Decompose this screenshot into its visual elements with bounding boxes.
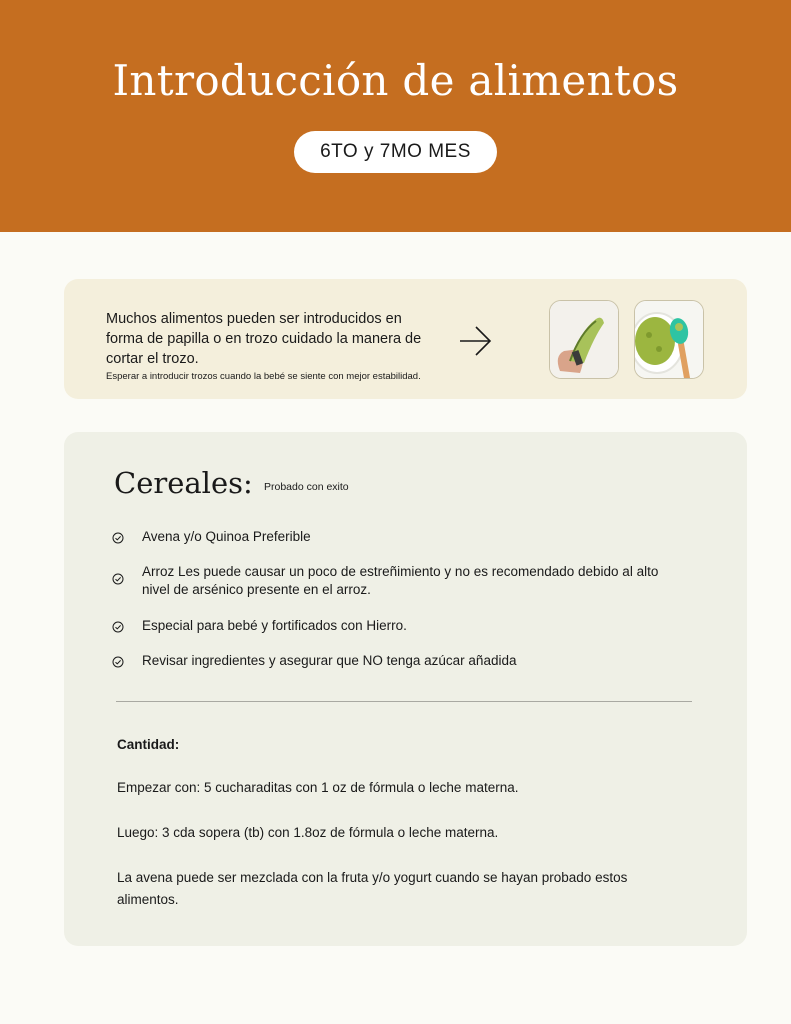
bullet-text: Arroz Les puede causar un poco de estreñimiento y no es recomendado debido al alto nivel de arsénico presente en el arroz. — [142, 564, 659, 597]
cantidad-line: Empezar con: 5 cucharaditas con 1 oz de fórmula o leche materna. — [117, 780, 519, 795]
check-circle-icon — [112, 656, 124, 668]
bullet-text: Avena y/o Quinoa Preferible — [142, 529, 311, 544]
intro-text: Muchos alimentos pueden ser introducidos en forma de papilla o en trozo cuidado la manera de cortar el trozo. — [106, 311, 422, 367]
cantidad-label: Cantidad: — [117, 737, 180, 752]
header-banner — [0, 0, 791, 232]
mashed-avocado-with-spoon-photo — [634, 300, 704, 379]
check-circle-icon — [112, 532, 124, 544]
check-circle-icon — [112, 621, 124, 633]
page-title: Introducción de alimentos — [112, 56, 679, 105]
intro-card — [64, 279, 747, 399]
avocado-slice-in-hand-photo — [549, 300, 619, 379]
cereales-card — [64, 432, 747, 946]
cantidad-line: La avena puede ser mezclada con la fruta y/o yogurt cuando se hayan probado estos alimentos. — [117, 870, 628, 907]
check-circle-icon — [112, 573, 124, 585]
month-badge: 6TO y 7MO MES — [294, 131, 497, 173]
cereales-heading: Cereales: — [114, 466, 253, 500]
intro-note: Esperar a introducir trozos cuando la bebé se siente con mejor estabilidad. — [106, 371, 421, 382]
cantidad-line: Luego: 3 cda sopera (tb) con 1.8oz de fórmula o leche materna. — [117, 825, 499, 840]
bullet-text: Revisar ingredientes y asegurar que NO tenga azúcar añadida — [142, 653, 517, 668]
bullet-text: Especial para bebé y fortificados con Hierro. — [142, 618, 407, 633]
arrow-right-icon — [458, 323, 494, 359]
divider — [116, 701, 692, 702]
tested-note: Probado con exito — [264, 481, 349, 493]
